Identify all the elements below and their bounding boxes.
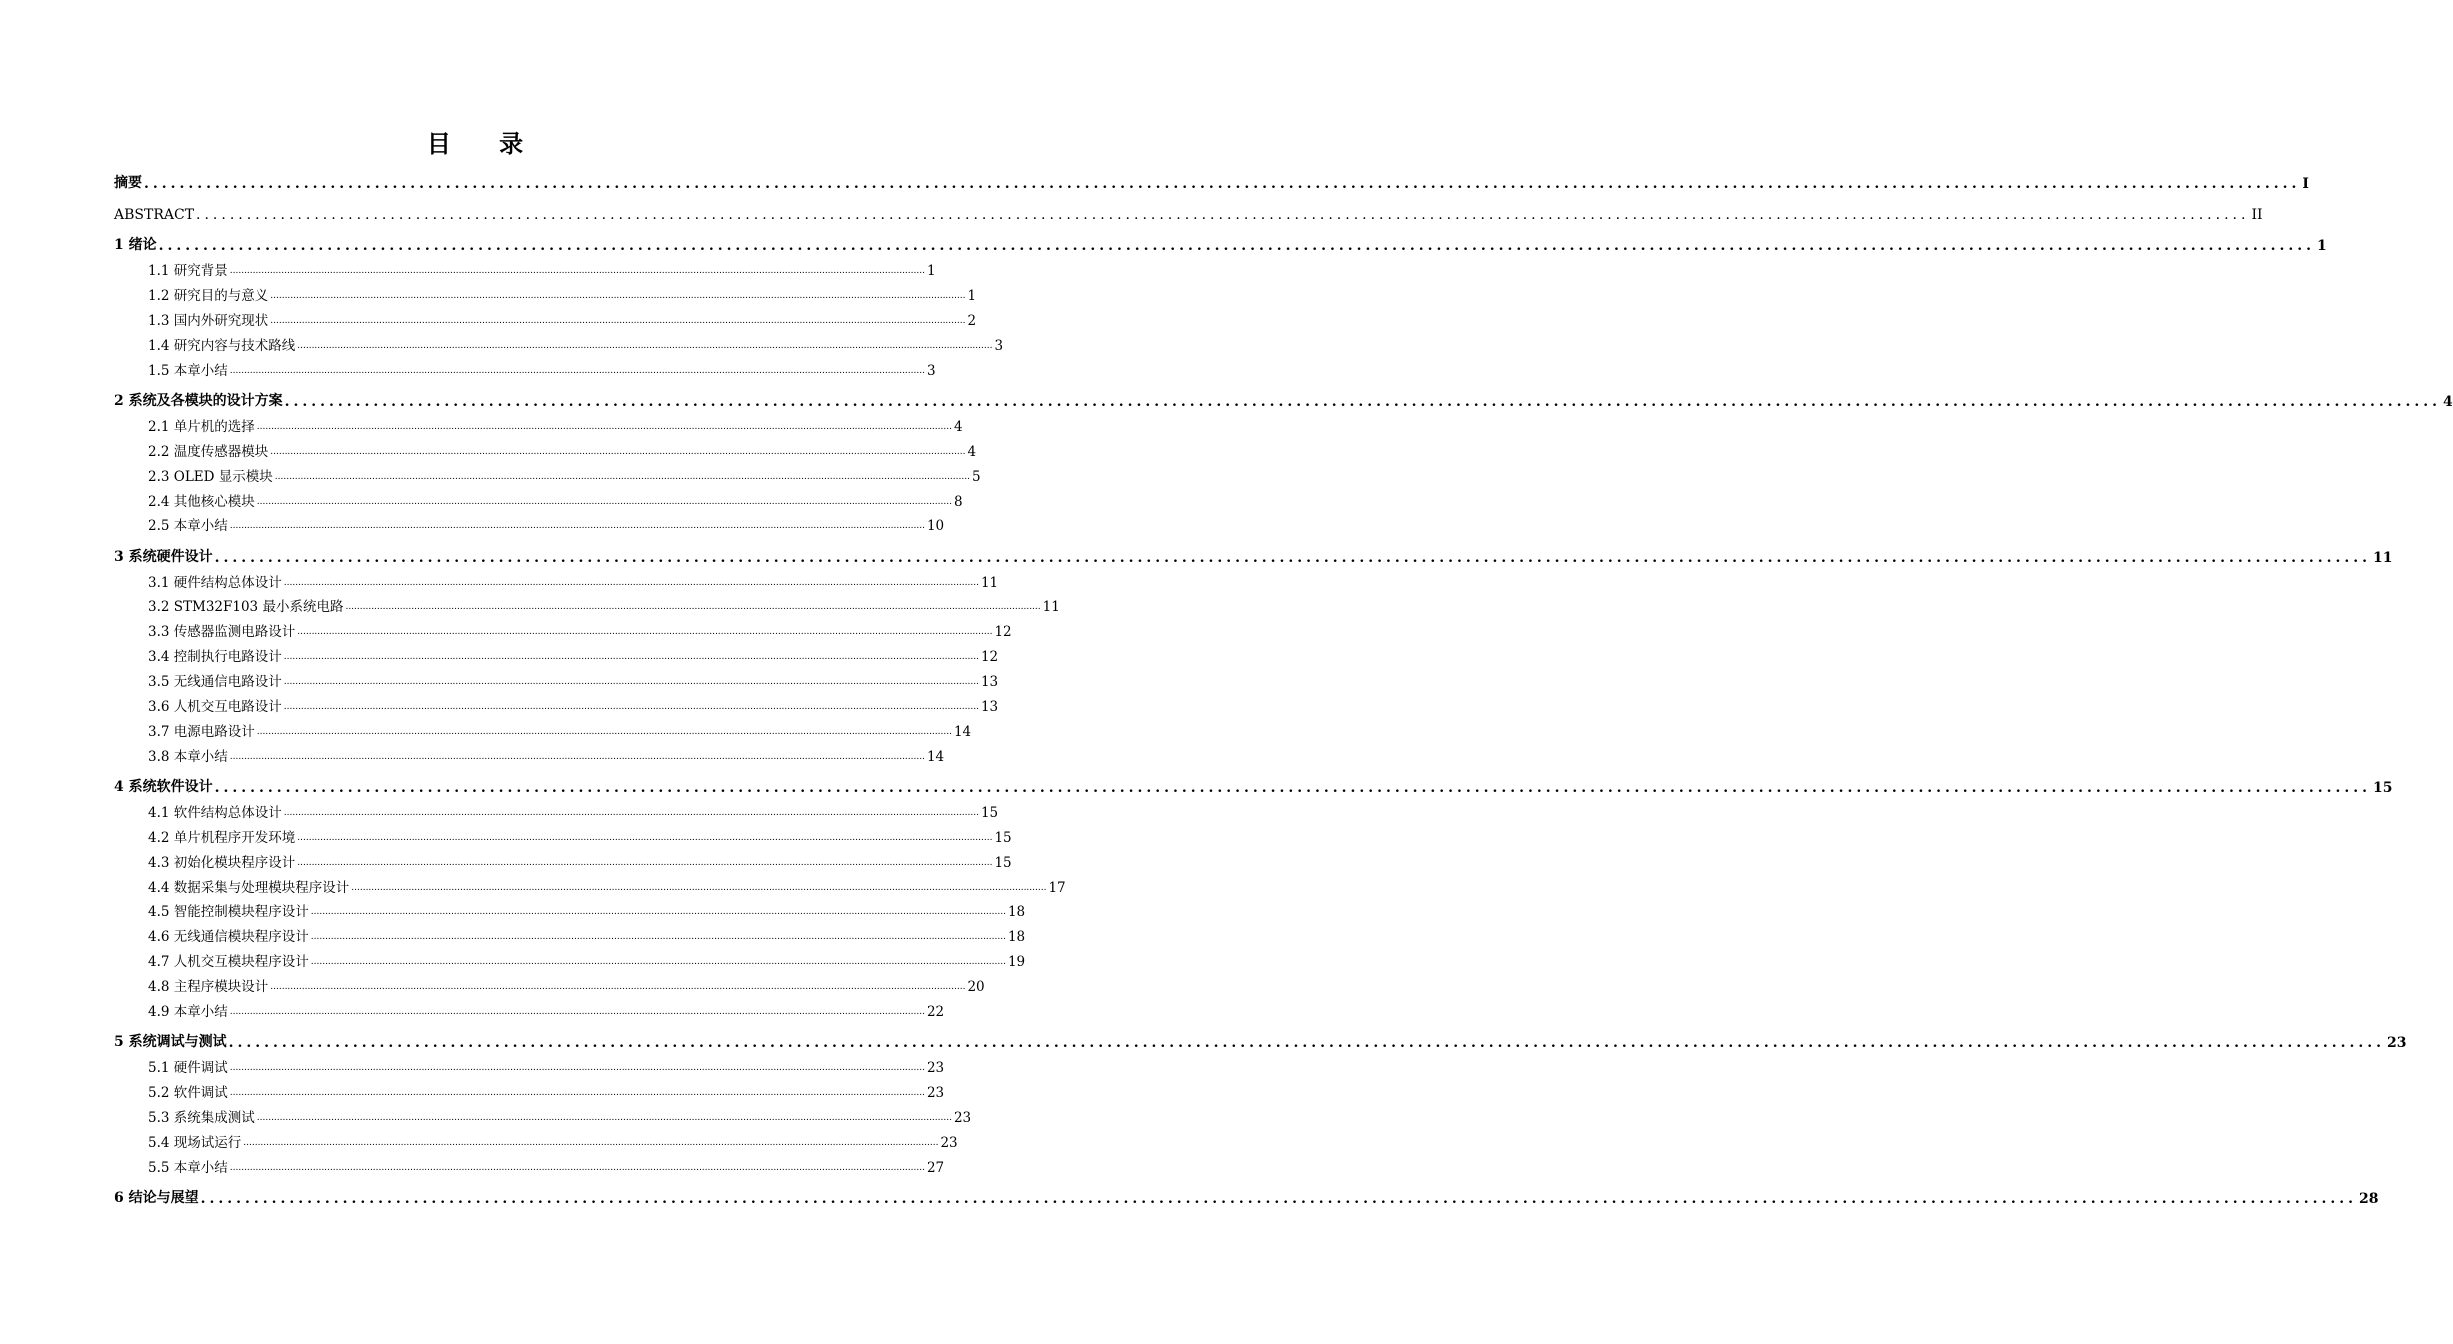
toc-section-entry[interactable] bbox=[114, 821, 1012, 846]
toc-section-entry[interactable] bbox=[114, 871, 1066, 896]
toc-page-number: 1 bbox=[967, 288, 977, 305]
toc-dot-leader: ................................................................................................................................................................................................................................................... bbox=[283, 577, 979, 588]
toc-entry-label: 6 结论与展望 bbox=[114, 1189, 199, 1206]
toc-dot-leader: ................................................................................................................................................................................................................................................... bbox=[144, 176, 2301, 192]
toc-entry-label: 4.1 软件结构总体设计 bbox=[148, 804, 282, 821]
toc-page-number: 11 bbox=[1042, 599, 1060, 616]
toc-chapter-entry[interactable] bbox=[114, 765, 2393, 796]
toc-dot-leader: ................................................................................................................................................................................................................................................... bbox=[270, 291, 966, 302]
toc-page-number: 1 bbox=[926, 263, 936, 280]
toc-page-number: 17 bbox=[1048, 879, 1066, 896]
toc-dot-leader: ................................................................................................................................................................................................................................................... bbox=[310, 932, 1006, 943]
toc-entry-label: 2.1 单片机的选择 bbox=[148, 418, 255, 435]
toc-page-number: 12 bbox=[994, 624, 1012, 641]
toc-entry-label: 1 绪论 bbox=[114, 237, 157, 254]
toc-section-entry[interactable] bbox=[114, 354, 936, 379]
toc-page-number: 14 bbox=[953, 723, 972, 740]
toc-page-number: 20 bbox=[967, 979, 985, 996]
toc-page-number: 23 bbox=[940, 1134, 958, 1151]
toc-chapter-entry[interactable] bbox=[114, 192, 2263, 224]
toc-page-number: 8 bbox=[953, 493, 963, 510]
toc-entry-label: 4.6 无线通信模块程序设计 bbox=[148, 929, 309, 946]
toc-entry-label: 4.8 主程序模块设计 bbox=[148, 979, 269, 996]
toc-entry-label: 4.2 单片机程序开发环境 bbox=[148, 829, 296, 846]
toc-chapter-entry[interactable] bbox=[114, 534, 2393, 566]
toc-page-number: 28 bbox=[2359, 1190, 2379, 1207]
toc-dot-leader: ................................................................................................................................................................................................................................................... bbox=[310, 957, 1006, 968]
toc-section-entry[interactable] bbox=[114, 665, 999, 691]
toc-dot-leader: ................................................................................................................................................................................................................................................... bbox=[256, 421, 952, 432]
toc-section-entry[interactable] bbox=[114, 970, 985, 996]
toc-page-number: 19 bbox=[1007, 954, 1026, 971]
toc-section-entry[interactable] bbox=[114, 304, 977, 330]
toc-dot-leader: ................................................................................................................................................................................................................................................... bbox=[158, 238, 2316, 255]
toc-section-entry[interactable] bbox=[114, 740, 945, 765]
toc-entry-label: ABSTRACT bbox=[114, 207, 195, 224]
toc-dot-leader: ................................................................................................................................................................................................................................................... bbox=[256, 496, 952, 507]
toc-section-entry[interactable] bbox=[114, 254, 936, 280]
toc-page-number: 3 bbox=[994, 337, 1004, 354]
toc-entry-label: 4.3 初始化模块程序设计 bbox=[148, 854, 296, 871]
toc-page-number: II bbox=[2251, 207, 2263, 224]
toc-entry-label: 5.5 本章小结 bbox=[148, 1159, 228, 1176]
toc-entry-label: 1.3 国内外研究现状 bbox=[148, 313, 269, 330]
toc-page-number: 15 bbox=[980, 804, 999, 821]
toc-page-number: 13 bbox=[980, 699, 999, 715]
toc-entry-label: 4.9 本章小结 bbox=[148, 1003, 228, 1020]
toc-dot-leader: ................................................................................................................................................................................................................................................... bbox=[270, 316, 966, 327]
toc-page-number: 23 bbox=[2387, 1035, 2407, 1052]
toc-dot-leader: ................................................................................................................................................................................................................................................... bbox=[229, 266, 925, 277]
toc-entry-label: 4 系统软件设计 bbox=[114, 778, 213, 795]
toc-dot-leader: ................................................................................................................................................................................................................................................... bbox=[229, 521, 925, 532]
toc-dot-leader: ................................................................................................................................................................................................................................................... bbox=[283, 807, 979, 818]
toc-entry-label: 3.8 本章小结 bbox=[148, 748, 228, 765]
toc-section-entry[interactable] bbox=[114, 566, 999, 591]
toc-dot-leader: ................................................................................................................................................................................................................................................... bbox=[284, 394, 2442, 411]
toc-entry-label: 摘要 bbox=[114, 175, 142, 191]
toc-entry-label: 4.4 数据采集与处理模块程序设计 bbox=[148, 879, 350, 896]
toc-section-entry[interactable] bbox=[114, 920, 1026, 946]
toc-page-number: 1 bbox=[2317, 238, 2327, 255]
toc-section-entry[interactable] bbox=[114, 615, 1012, 641]
toc-page-number: 12 bbox=[980, 649, 999, 666]
toc-entry-label: 3.1 硬件结构总体设计 bbox=[148, 574, 282, 591]
toc-dot-leader: ................................................................................................................................................................................................................................................... bbox=[270, 446, 966, 457]
toc-page-number: 10 bbox=[926, 518, 945, 535]
toc-entry-label: 5.4 现场试运行 bbox=[148, 1134, 242, 1151]
toc-section-entry[interactable] bbox=[114, 510, 945, 535]
toc-section-entry[interactable] bbox=[114, 1151, 945, 1176]
toc-section-entry[interactable] bbox=[114, 715, 972, 740]
toc-dot-leader: ................................................................................................................................................................................................................................................... bbox=[229, 1006, 925, 1017]
toc-page-number: 11 bbox=[2373, 549, 2393, 566]
toc-entry-label: 5.3 系统集成测试 bbox=[148, 1109, 255, 1126]
toc-page-number: 18 bbox=[1007, 904, 1026, 921]
toc-dot-leader: ................................................................................................................................................................................................................................................... bbox=[345, 602, 1041, 613]
toc-entry-label: 4.7 人机交互模块程序设计 bbox=[148, 954, 309, 971]
toc-entry-label: 2.4 其他核心模块 bbox=[148, 493, 255, 510]
toc-entry-label: 3.6 人机交互电路设计 bbox=[148, 699, 282, 715]
toc-section-entry[interactable] bbox=[114, 945, 1026, 971]
toc-dot-leader: ................................................................................................................................................................................................................................................... bbox=[229, 1162, 925, 1173]
toc-entry-label: 1.5 本章小结 bbox=[148, 362, 228, 379]
toc-entry-label: 5.2 软件调试 bbox=[148, 1084, 228, 1101]
toc-entry-label: 3.3 传感器监测电路设计 bbox=[148, 624, 296, 641]
toc-page-number: 15 bbox=[994, 829, 1012, 846]
toc-page-number: 11 bbox=[980, 574, 999, 591]
toc-page-number: 23 bbox=[926, 1084, 945, 1101]
toc-dot-leader: ................................................................................................................................................................................................................................................... bbox=[283, 652, 979, 663]
toc-entry-label: 2 系统及各模块的设计方案 bbox=[114, 393, 283, 410]
toc-page-number: 14 bbox=[926, 748, 945, 765]
toc-section-entry[interactable] bbox=[114, 1101, 972, 1126]
toc-page-number: 13 bbox=[980, 674, 999, 691]
toc-dot-leader: ................................................................................................................................................................................................................................................... bbox=[229, 751, 925, 762]
toc-chapter-entry[interactable] bbox=[114, 1020, 2407, 1052]
toc-section-entry[interactable] bbox=[114, 591, 1060, 616]
toc-page-number: I bbox=[2302, 176, 2309, 192]
toc-dot-leader: ................................................................................................................................................................................................................................................... bbox=[297, 832, 993, 843]
toc-entry-label: 1.2 研究目的与意义 bbox=[148, 288, 269, 305]
toc-entry-label: 5.1 硬件调试 bbox=[148, 1060, 228, 1077]
toc-entry-label: 3.4 控制执行电路设计 bbox=[148, 649, 282, 666]
toc-chapter-entry[interactable] bbox=[114, 379, 2453, 411]
toc-entry-label: 2.2 温度传感器模块 bbox=[148, 443, 269, 460]
toc-dot-leader: ................................................................................................................................................................................................................................................... bbox=[283, 702, 979, 712]
toc-dot-leader: ................................................................................................................................................................................................................................................... bbox=[229, 365, 925, 376]
toc-dot-leader: ................................................................................................................................................................................................................................................... bbox=[200, 1190, 2358, 1207]
toc-page-number: 18 bbox=[1007, 929, 1026, 946]
toc-entry-label: 3 系统硬件设计 bbox=[114, 548, 213, 565]
toc-page-number: 15 bbox=[994, 854, 1012, 871]
toc-chapter-entry[interactable] bbox=[114, 223, 2327, 255]
toc-page-number: 4 bbox=[967, 443, 977, 460]
toc-dot-leader: ................................................................................................................................................................................................................................................... bbox=[297, 627, 993, 638]
toc-page-number: 4 bbox=[953, 418, 963, 435]
toc-dot-leader: ................................................................................................................................................................................................................................................... bbox=[214, 779, 2372, 796]
toc-dot-leader: ................................................................................................................................................................................................................................................... bbox=[243, 1137, 939, 1148]
toc-section-entry[interactable] bbox=[114, 460, 981, 485]
toc-section-entry[interactable] bbox=[114, 690, 999, 715]
toc-entry-label: 1.4 研究内容与技术路线 bbox=[148, 337, 296, 354]
toc-dot-leader: ................................................................................................................................................................................................................................................... bbox=[229, 1087, 925, 1098]
toc-entry-label: 3.2 STM32F103 最小系统电路 bbox=[148, 599, 344, 616]
page-title: 目 录 bbox=[426, 129, 544, 158]
toc-page-number: 5 bbox=[971, 468, 981, 485]
toc-section-entry[interactable] bbox=[114, 1126, 958, 1151]
toc-section-entry[interactable] bbox=[114, 1051, 945, 1077]
toc-section-entry[interactable] bbox=[114, 995, 945, 1020]
toc-dot-leader: ................................................................................................................................................................................................................................................... bbox=[256, 1112, 952, 1123]
toc-section-entry[interactable] bbox=[114, 896, 1026, 921]
toc-entry-label: 2.5 本章小结 bbox=[148, 518, 228, 535]
toc-dot-leader: ................................................................................................................................................................................................................................................... bbox=[196, 207, 2250, 224]
toc-chapter-entry[interactable] bbox=[114, 1176, 2379, 1207]
toc-page-number: 15 bbox=[2373, 779, 2393, 796]
toc-dot-leader: ................................................................................................................................................................................................................................................... bbox=[229, 1063, 925, 1074]
toc-section-entry[interactable] bbox=[114, 796, 999, 821]
toc-entry-label: 4.5 智能控制模块程序设计 bbox=[148, 904, 309, 921]
toc-section-entry[interactable] bbox=[114, 846, 1012, 871]
toc-dot-leader: ................................................................................................................................................................................................................................................... bbox=[297, 340, 993, 351]
toc-entry-label: 3.5 无线通信电路设计 bbox=[148, 674, 282, 691]
toc-dot-leader: ................................................................................................................................................................................................................................................... bbox=[310, 907, 1006, 918]
toc-entry-label: 3.7 电源电路设计 bbox=[148, 723, 255, 740]
toc-section-entry[interactable] bbox=[114, 640, 999, 666]
toc-page-number: 3 bbox=[926, 362, 936, 379]
toc-entry-label: 1.1 研究背景 bbox=[148, 263, 228, 280]
toc-section-entry[interactable] bbox=[114, 279, 977, 305]
toc-chapter-entry[interactable] bbox=[114, 168, 2309, 192]
toc-dot-leader: ................................................................................................................................................................................................................................................... bbox=[228, 1035, 2386, 1052]
toc-entry-label: 5 系统调试与测试 bbox=[114, 1034, 227, 1051]
toc-dot-leader: ................................................................................................................................................................................................................................................... bbox=[274, 471, 970, 482]
toc-dot-leader: ................................................................................................................................................................................................................................................... bbox=[283, 677, 979, 688]
table-of-contents bbox=[114, 168, 2453, 1207]
toc-section-entry[interactable] bbox=[114, 485, 963, 510]
toc-dot-leader: ................................................................................................................................................................................................................................................... bbox=[256, 726, 952, 737]
toc-section-entry[interactable] bbox=[114, 1076, 945, 1101]
toc-page-number: 22 bbox=[926, 1003, 945, 1020]
toc-section-entry[interactable] bbox=[114, 435, 977, 460]
toc-section-entry[interactable] bbox=[114, 410, 963, 435]
toc-dot-leader: ................................................................................................................................................................................................................................................... bbox=[270, 982, 966, 993]
toc-dot-leader: ................................................................................................................................................................................................................................................... bbox=[214, 549, 2372, 566]
toc-page-number: 23 bbox=[926, 1060, 945, 1077]
toc-dot-leader: ................................................................................................................................................................................................................................................... bbox=[351, 882, 1047, 893]
toc-page-number: 2 bbox=[967, 313, 977, 330]
toc-page-number: 23 bbox=[953, 1109, 972, 1126]
toc-page-number: 27 bbox=[926, 1159, 945, 1176]
toc-section-entry[interactable] bbox=[114, 329, 1004, 354]
toc-page-number: 4 bbox=[2443, 394, 2453, 411]
toc-dot-leader: ................................................................................................................................................................................................................................................... bbox=[297, 857, 993, 868]
toc-entry-label: 2.3 OLED 显示模块 bbox=[148, 468, 273, 485]
